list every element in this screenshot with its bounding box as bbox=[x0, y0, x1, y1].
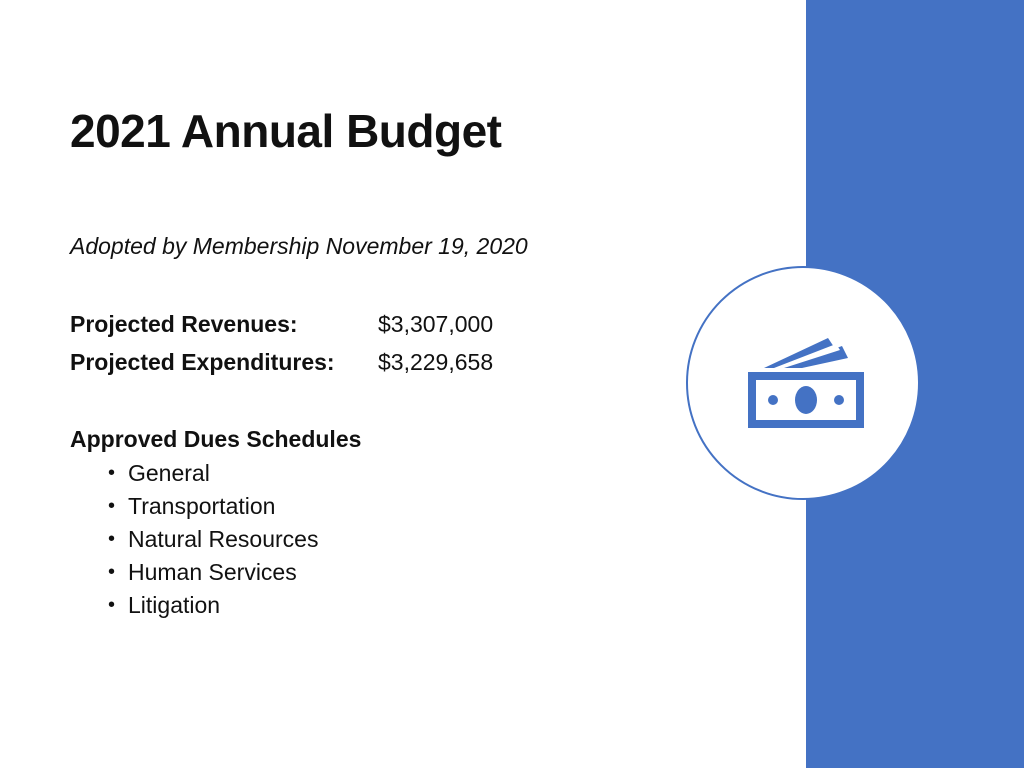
icon-circle bbox=[686, 266, 920, 500]
expenditures-label: Projected Expenditures: bbox=[70, 349, 335, 375]
dues-heading: Approved Dues Schedules bbox=[70, 426, 362, 452]
list-item bbox=[108, 591, 318, 624]
adoption-subtitle: Adopted by Membership November 19, 2020 bbox=[70, 233, 528, 259]
list-item bbox=[108, 492, 318, 525]
dues-list bbox=[108, 459, 318, 624]
dues-item-general: General bbox=[128, 460, 210, 486]
dues-item-human-services: Human Services bbox=[128, 559, 297, 585]
revenues-label: Projected Revenues: bbox=[70, 311, 298, 337]
revenues-amount: $3,307,000 bbox=[378, 311, 494, 337]
list-item bbox=[108, 459, 318, 492]
bullet-icon: • bbox=[108, 561, 116, 583]
bullet-icon: • bbox=[108, 462, 116, 484]
list-item bbox=[108, 558, 318, 591]
list-item bbox=[108, 525, 318, 558]
dues-item-transportation: Transportation bbox=[128, 493, 276, 519]
bullet-icon: • bbox=[108, 528, 116, 550]
expenditures-amount: $3,229,658 bbox=[378, 349, 494, 375]
money-bills-icon bbox=[744, 336, 868, 432]
bullet-icon: • bbox=[108, 495, 116, 517]
dues-item-natural-resources: Natural Resources bbox=[128, 526, 319, 552]
slide-title: 2021 Annual Budget bbox=[70, 105, 502, 157]
bullet-icon: • bbox=[108, 594, 116, 616]
dues-item-litigation: Litigation bbox=[128, 592, 221, 618]
